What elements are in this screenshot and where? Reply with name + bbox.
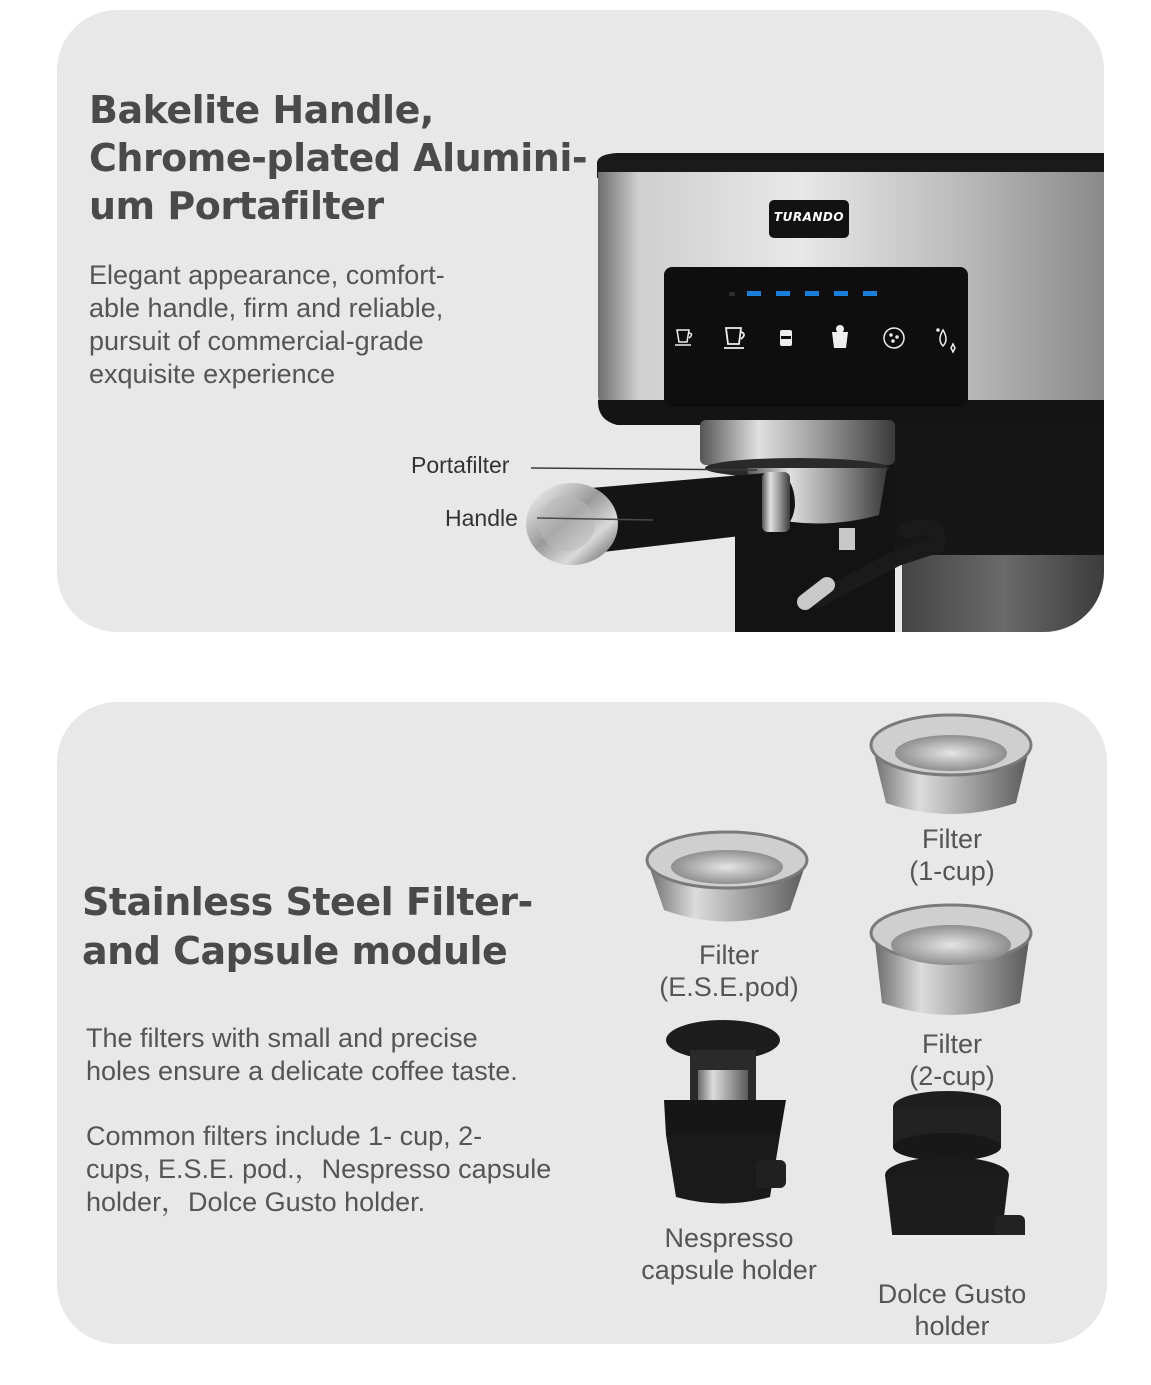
indicator-light <box>805 291 819 296</box>
filter-1cup-image <box>871 715 1031 814</box>
section-title: Bakelite Handle, Chrome-plated Alumini- um Portafilter <box>89 88 588 228</box>
filter-1cup-label: Filter (1-cup) <box>909 824 995 886</box>
latte-icon <box>832 325 848 348</box>
nespresso-holder-label: Nespresso capsule holder <box>641 1223 817 1285</box>
handle-callout: Handle <box>445 505 518 531</box>
clean-icon <box>884 328 904 348</box>
filter-2cup-image <box>871 905 1031 1015</box>
indicator-lights <box>729 291 889 297</box>
water-icon <box>937 329 955 352</box>
filter-2cup-label: Filter (2-cup) <box>909 1029 995 1091</box>
section-description: Elegant appearance, comfort- able handle, firm and reliable, pursuit of commercial-grade exquisite experience <box>89 260 445 389</box>
section-description-secondary: Common filters include 1- cup, 2- cups, E.S.E. pod.，Nespresso capsule holder，Dolce Gusto holder. <box>86 1121 552 1217</box>
dolce-gusto-holder-image <box>885 1091 1025 1235</box>
portafilter-feature-card <box>57 10 1104 632</box>
brand-logo: TURANDO <box>773 210 845 224</box>
double-espresso-icon <box>724 328 744 348</box>
nespresso-holder-image <box>664 1020 786 1204</box>
indicator-light <box>729 292 735 296</box>
indicator-light <box>776 291 790 296</box>
cappuccino-icon <box>780 330 792 346</box>
single-espresso-icon <box>675 330 692 345</box>
indicator-light <box>834 291 848 296</box>
indicator-light <box>747 291 761 296</box>
filter-ese-image <box>647 832 807 922</box>
section-description: The filters with small and precise holes ensure a delicate coffee taste. <box>86 1023 518 1086</box>
portafilter-callout: Portafilter <box>411 452 510 478</box>
control-icons <box>669 322 969 362</box>
indicator-light <box>863 291 877 296</box>
dolce-gusto-holder-label: Dolce Gusto holder <box>877 1279 1027 1341</box>
filter-ese-label: Filter (E.S.E.pod) <box>659 940 799 1002</box>
section-title: Stainless Steel Filter- and Capsule module <box>82 880 533 973</box>
coffee-machine-illustration <box>57 10 1104 632</box>
